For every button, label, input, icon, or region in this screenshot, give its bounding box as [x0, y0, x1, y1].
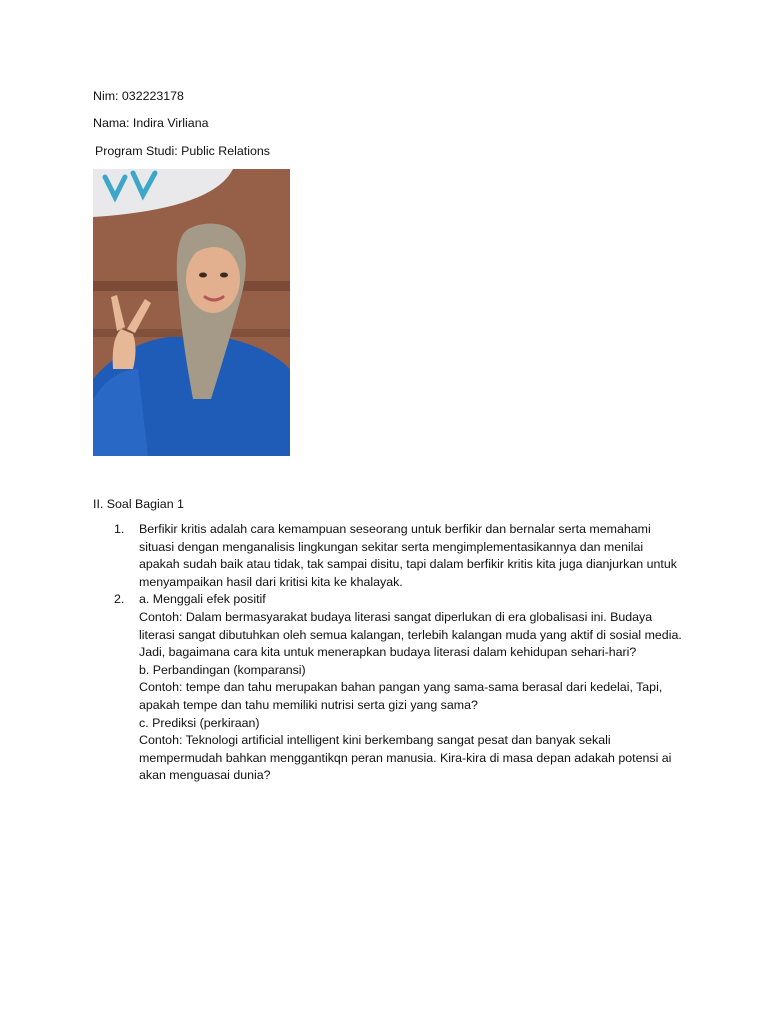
student-portrait-photo-icon	[93, 169, 290, 456]
list-item	[93, 521, 683, 591]
list-item	[93, 591, 683, 785]
section-heading: II. Soal Bagian 1	[93, 497, 184, 511]
list-item-number: 2.	[114, 592, 125, 607]
list-item-number: 1.	[114, 522, 125, 536]
subheading-prediksi: c. Prediksi (perkiraan)	[139, 715, 260, 730]
nama-line: Nama: Indira Virliana	[93, 116, 209, 130]
subheading-perbandingan: b. Perbandingan (komparansi)	[139, 662, 306, 677]
nim-line: Nim: 032223178	[93, 89, 184, 103]
program-studi-line: Program Studi: Public Relations	[95, 144, 270, 158]
contoh-literasi: Contoh: Dalam bermasyarakat budaya literasi sangat diperlukan di era globalisasi ini. Budaya literasi sangat dibutuhkan oleh semua kalangan, terlebih kalangan muda yang aktif di sosial media. Jadi, bagaimana cara kita untuk menerapkan budaya literasi dalam kehidupan sehari-hari?	[139, 609, 682, 660]
contoh-tempe-tahu: Contoh: tempe dan tahu merupakan bahan pangan yang sama-sama berasal dari kedelai, Tapi, apakah tempe dan tahu memiliki nutrisi serta gizi yang sama?	[139, 680, 663, 712]
list-item-text: Berfikir kritis adalah cara kemampuan seseorang untuk berfikir dan bernalar serta memahami situasi dengan menganalisis lingkungan sekitar serta mengimplementasikannya dan menilai apakah sudah baik atau tidak, tak sampai disitu, tapi dalam berfikir kritis kita juga dianjurkan untuk menyampaikan hasil dari kritisi kita ke khalayak.	[139, 522, 677, 589]
contoh-teknologi: Contoh: Teknologi artificial intelligent kini berkembang sangat pesat dan banyak sekali mempermudah bahkan menggantikqn peran manusia. Kira-kira di masa depan adakah potensi ai akan menguasai dunia?	[139, 733, 672, 783]
student-photo	[93, 169, 290, 456]
question-list	[93, 521, 683, 785]
subheading-menggali: a. Menggali efek positif	[139, 592, 266, 607]
